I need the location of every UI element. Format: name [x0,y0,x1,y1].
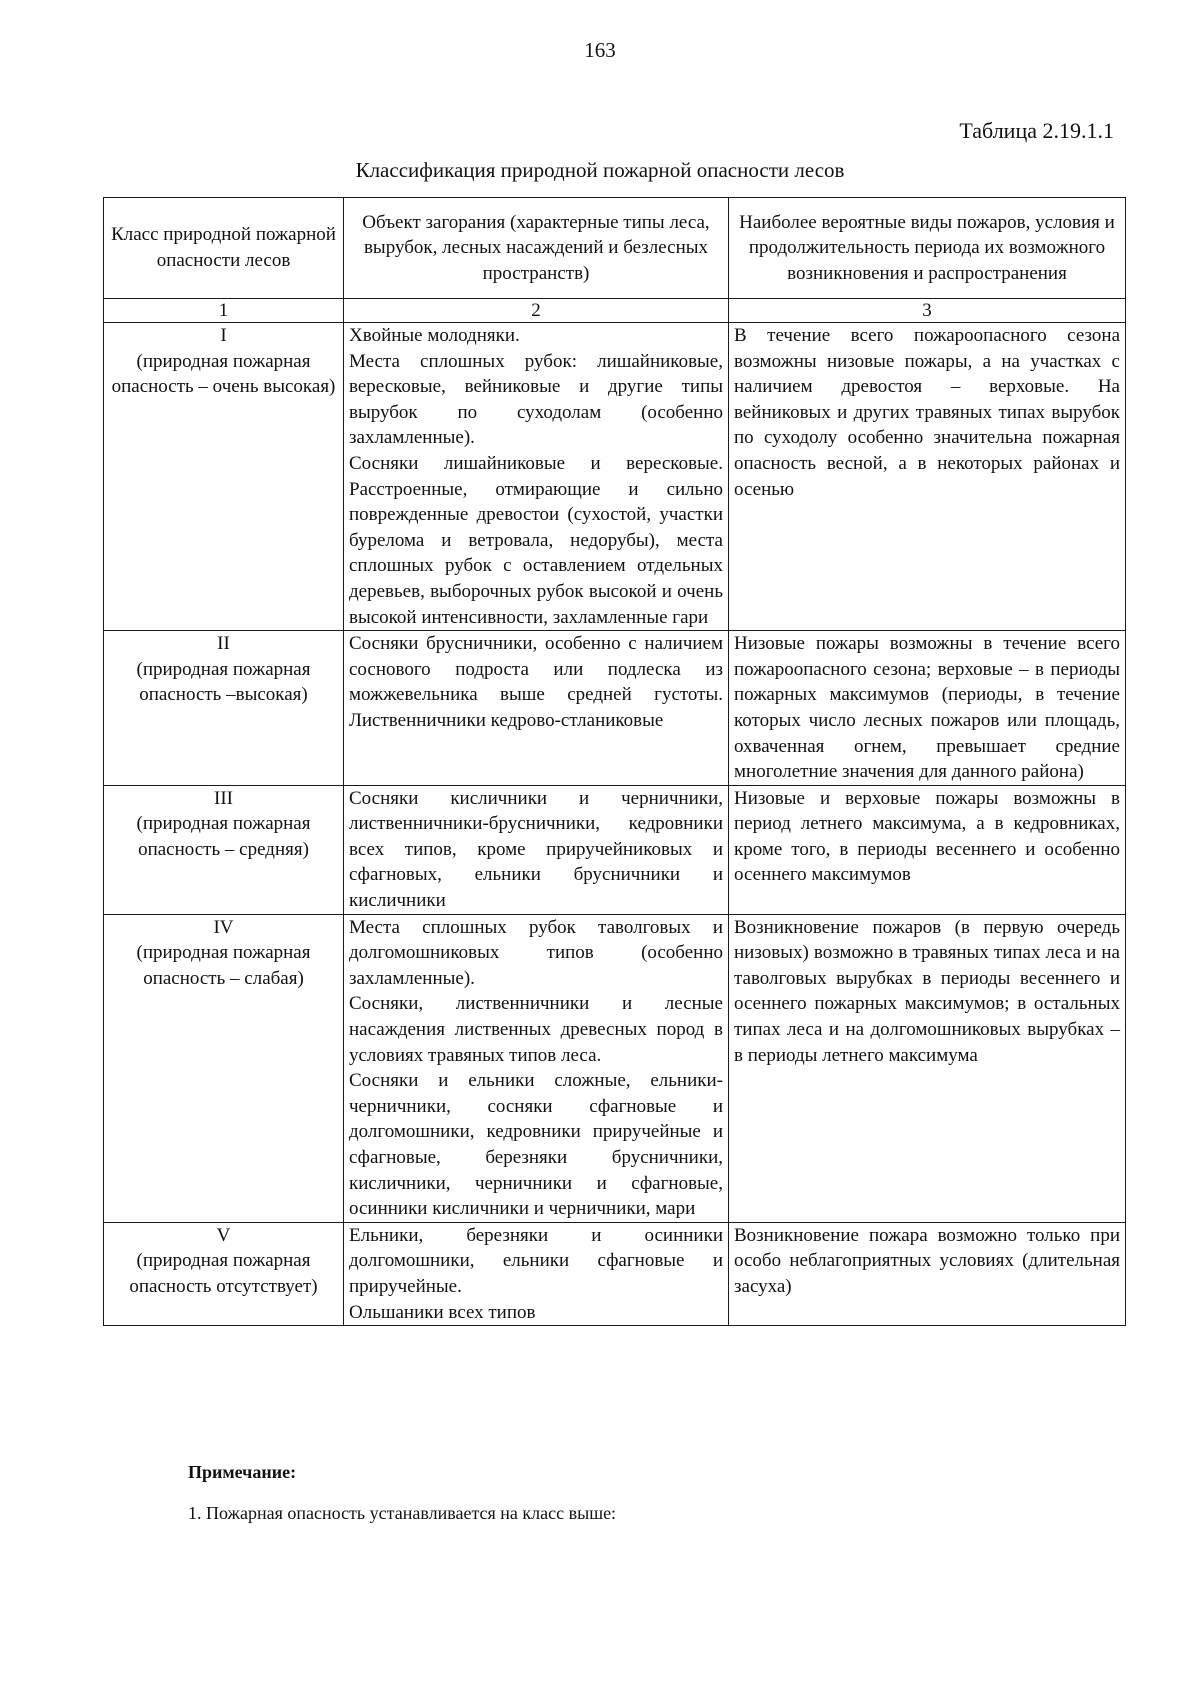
fires-cell: Возникновение пожара возможно только при особо неблагоприятных условиях (длительная засуха) [729,1222,1126,1325]
object-cell [344,1222,729,1325]
class-description: (природная пожарная опасность – слабая) [136,942,311,989]
table-row [104,1222,1126,1325]
column-header-fires: Наиболее вероятные виды пожаров, условия и продолжительность периода их возможного возникновения и распространения [729,198,1126,299]
class-description: (природная пожарная опасность – очень высокая) [111,350,336,398]
object-paragraph: Места сплошных рубок таволговых и долгомошниковых типов (особенно захламленные). [349,916,723,989]
fires-cell: Возникновение пожаров (в первую очередь низовых) возможно в травяных типах леса и на таволговых вырубках в периоды весеннего и осеннего пожарных максимумов; в остальных типах леса и на долгомошниковых вырубках – в периоды летнего максимума [729,914,1126,1222]
object-paragraph: Ельники, березняки и осинники долгомошники, ельники сфагновые и приручейные. [349,1224,723,1297]
fires-cell: Низовые и верховые пожары возможны в период летнего максимума, а в кедровниках, кроме того, в периоды весеннего и особенно осеннего максимумов [729,785,1126,914]
object-cell [344,631,729,786]
table-row [104,785,1126,914]
object-cell [344,914,729,1222]
column-number: 3 [729,299,1126,323]
page-number: 163 [584,38,616,62]
fires-cell: Низовые пожары возможны в течение всего пожароопасного сезона; верховые – в периоды пожарных максимумов (периоды, в течение которых число лесных пожаров или площадь, охваченная огнем, превышает средние многолетние значения для данного района) [729,631,1126,786]
fire-danger-table [103,197,1126,1326]
column-header-object: Объект загорания (характерные типы леса, вырубок, лесных насаждений и безлесных пространств) [344,198,729,299]
class-cell [104,785,344,914]
note-item: 1. Пожарная опасность устанавливается на класс выше: [188,1503,617,1523]
column-number-row [104,299,1126,323]
fires-cell: В течение всего пожароопасного сезона возможны низовые пожары, а на участках с наличием древостоя – верховые. На вейниковых и других травяных типах вырубок по суходолу особенно значительна пожарная опасность весной, а в некоторых районах и осенью [729,323,1126,631]
table-id: Таблица 2.19.1.1 [959,118,1114,143]
class-numeral: III [214,787,233,809]
table-row [104,914,1126,1222]
table-title: Классификация природной пожарной опасности лесов [355,158,845,182]
table-header-row [104,198,1126,299]
table-row [104,631,1126,786]
object-paragraph: Сосняки и ельники сложные, ельники-черничники, сосняки сфагновые и долгомошники, кедровники приручейные и сфагновые, березняки брусничники, кисличники, черничники и сфагновые, осинники кисличники и черничники, мари [349,1070,723,1220]
class-description: (природная пожарная опасность – средняя) [136,813,311,860]
object-paragraph: Сосняки кисличники и черничники, лиственничники-брусничники, кедровники всех типов, кроме приручейниковых и сфагновых, ельники брусничники и кисличники [349,787,723,912]
class-numeral: V [216,1224,231,1246]
class-cell [104,631,344,786]
class-numeral: IV [213,916,234,938]
class-description: (природная пожарная опасность –высокая) [136,658,311,706]
class-numeral: I [220,325,227,346]
object-paragraph: Ольшаники всех типов [349,1301,536,1323]
object-cell [344,323,729,631]
notes-section [188,1462,616,1524]
object-paragraph: Места сплошных рубок: лишайниковые, вересковые, вейниковые и другие типы вырубок по суходолам (особенно захламленные). [349,350,723,449]
object-paragraph: Сосняки брусничники, особенно с наличием соснового подроста или подлеска из можжевельника выше средней густоты. Лиственничники кедрово-стланиковые [349,633,723,731]
notes-heading: Примечание: [188,1462,297,1482]
object-paragraph: Сосняки лишайниковые и вересковые. Расстроенные, отмирающие и сильно поврежденные древостои (сухостой, участки бурелома и ветровала, недорубы), места сплошных рубок с оставлением отдельных деревьев, выборочных рубок высокой и очень высокой интенсивности, захламленные гари [349,452,723,628]
class-cell [104,323,344,631]
class-cell [104,1222,344,1325]
object-paragraph: Хвойные молодняки. [349,325,520,346]
class-description: (природная пожарная опасность отсутствует) [129,1250,318,1297]
class-cell [104,914,344,1222]
table-row [104,323,1126,631]
column-header-class: Класс природной пожарной опасности лесов [104,198,344,299]
object-paragraph: Сосняки, лиственничники и лесные насаждения лиственных древесных пород в условиях травяных типов леса. [349,993,723,1066]
column-number: 2 [344,299,729,323]
column-number: 1 [104,299,344,323]
class-numeral: II [217,633,230,655]
object-cell [344,785,729,914]
